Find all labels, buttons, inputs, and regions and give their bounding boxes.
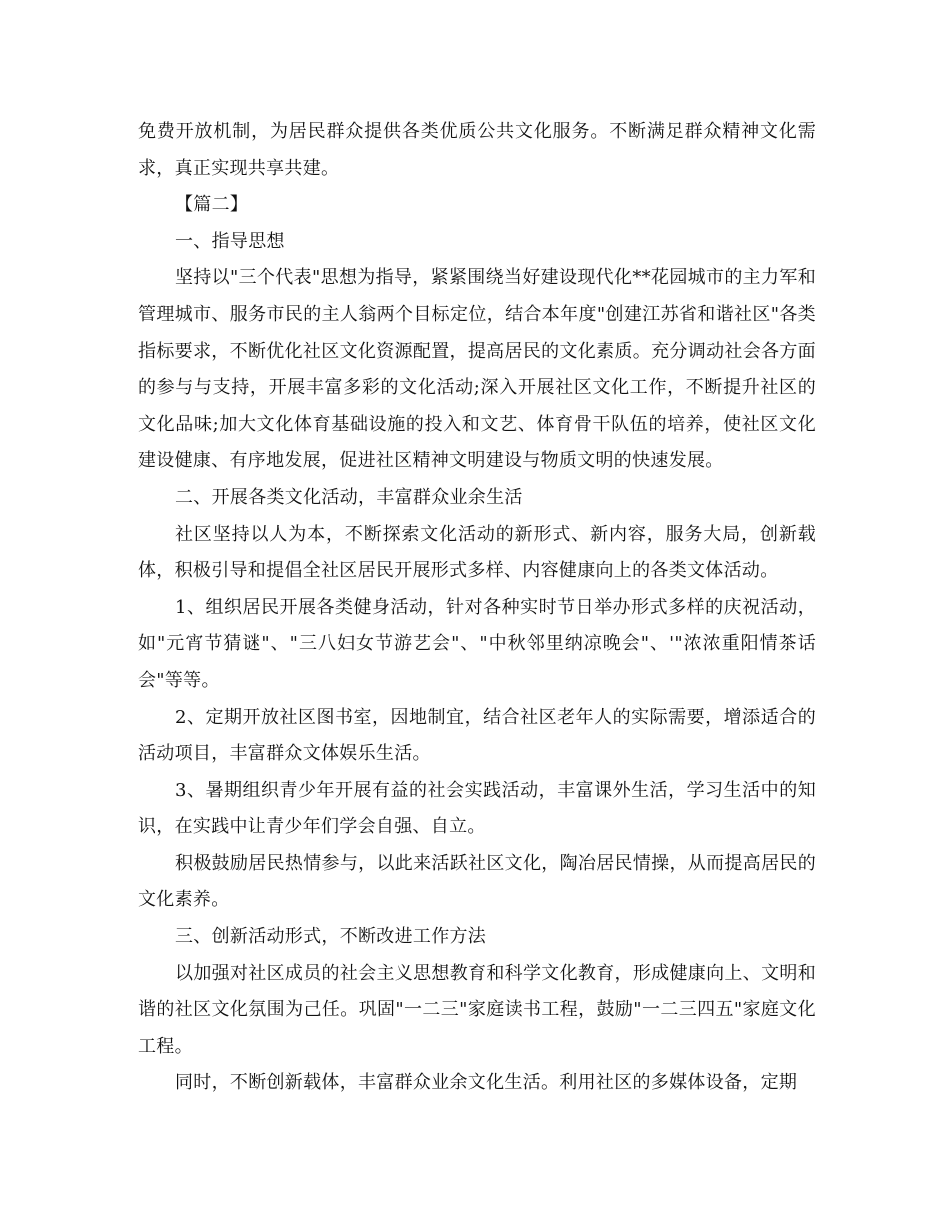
paragraph-item-2: 2、定期开放社区图书室，因地制宜，结合社区老年人的实际需要，增添适合的活动项目，丰富群众文体娱乐生活。	[138, 706, 816, 765]
paragraph-education: 以加强对社区成员的社会主义思想教育和科学文化教育，形成健康向上、文明和谐的社区文化氛围为己任。巩固"一二三"家庭读书工程，鼓励"一二三四五"家庭文化工程。	[138, 962, 816, 1057]
paragraph-people-oriented: 社区坚持以人为本，不断探索文化活动的新形式、新内容，服务大局，创新载体，积极引导和提倡全社区居民开展形式多样、内容健康向上的各类文体活动。	[138, 523, 816, 582]
section-heading-cultural-activities: 二、开展各类文化活动，丰富群众业余生活	[175, 486, 523, 508]
document-body	[138, 114, 816, 1102]
paragraph-multimedia: 同时，不断创新载体，丰富群众业余文化生活。利用社区的多媒体设备，定期	[175, 1072, 798, 1094]
section-marker-part-two: 【篇二】	[175, 194, 249, 216]
paragraph-continuation: 免费开放机制，为居民群众提供各类优质公共文化服务。不断满足群众精神文化需求，真正实现共享共建。	[138, 121, 816, 179]
paragraph-guiding-thought: 坚持以"三个代表"思想为指导，紧紧围绕当好建设现代化**花园城市的主力军和管理城市、服务市民的主人翁两个目标定位，结合本年度"创建江苏省和谐社区"各类指标要求，不断优化社区文化资源配置，提高居民的文化素质。充分调动社会各方面的参与与支持，开展丰富多彩的文化活动;深入开展社区文化工作，不断提升社区的文化品味;加大文化体育基础设施的投入和文艺、体育骨干队伍的培养，使社区文化建设健康、有序地发展，促进社区精神文明建设与物质文明的快速发展。	[138, 267, 816, 472]
section-heading-innovation: 三、创新活动形式，不断改进工作方法	[175, 926, 487, 948]
paragraph-encourage-participation: 积极鼓励居民热情参与，以此来活跃社区文化，陶冶居民情操，从而提高居民的文化素养。	[138, 852, 816, 911]
paragraph-item-3: 3、暑期组织青少年开展有益的社会实践活动，丰富课外生活，学习生活中的知识，在实践中让青少年们学会自强、自立。	[138, 779, 816, 838]
paragraph-item-1: 1、组织居民开展各类健身活动，针对各种实时节日举办形式多样的庆祝活动，如"元宵节猜谜"、"三八妇女节游艺会"、"中秋邻里纳凉晚会"、'"浓浓重阳情茶话会"等等。	[138, 596, 816, 691]
section-heading-guiding-thought: 一、指导思想	[175, 230, 285, 252]
